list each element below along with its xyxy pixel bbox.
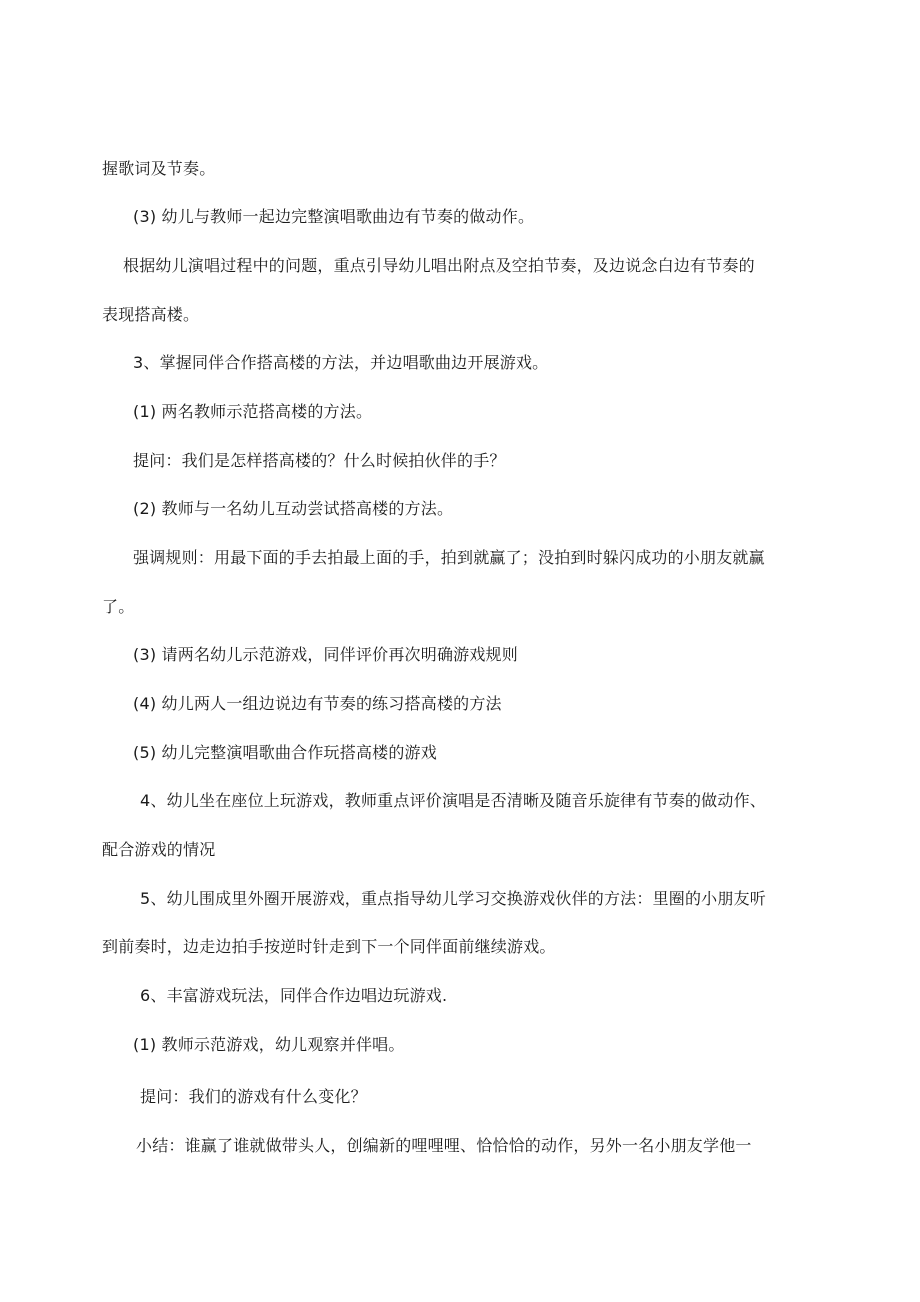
text-line: (2) 教师与一名幼儿互动尝试搭高楼的方法。 — [133, 499, 454, 518]
text-line: 根据幼儿演唱过程中的问题，重点引导幼儿唱出附点及空拍节奏，及边说念白边有节奏的 — [123, 256, 755, 275]
text-line: 6、丰富游戏玩法，同伴合作边唱边玩游戏. — [140, 986, 448, 1005]
text-line: (3) 幼儿与教师一起边完整演唱歌曲边有节奏的做动作。 — [133, 207, 535, 226]
text-line: 小结：谁赢了谁就做带头人，创编新的哩哩哩、恰恰恰的动作，另外一名小朋友学他一 — [136, 1136, 752, 1155]
text-line: 配合游戏的情况 — [102, 840, 216, 859]
text-line: 到前奏时，边走边拍手按逆时针走到下一个同伴面前继续游戏。 — [102, 937, 556, 956]
text-line: (3) 请两名幼儿示范游戏，同伴评价再次明确游戏规则 — [133, 645, 518, 664]
text-line: 强调规则：用最下面的手去拍最上面的手，拍到就赢了；没拍到时躲闪成功的小朋友就赢 — [133, 548, 765, 567]
text-line: (1) 两名教师示范搭高楼的方法。 — [133, 402, 373, 421]
text-line: 了。 — [102, 597, 135, 616]
text-line: 握歌词及节奏。 — [102, 159, 216, 178]
text-line: 提问：我们是怎样搭高楼的？什么时候拍伙伴的手？ — [133, 451, 506, 470]
text-line: 表现搭高楼。 — [102, 305, 200, 324]
text-line: (4) 幼儿两人一组边说边有节奏的练习搭高楼的方法 — [133, 694, 502, 713]
text-line: (1) 教师示范游戏，幼儿观察并伴唱。 — [133, 1035, 405, 1054]
text-line: 4、幼儿坐在座位上玩游戏，教师重点评价演唱是否清晰及随音乐旋律有节奏的做动作、 — [140, 791, 766, 810]
text-line: 5、幼儿围成里外圈开展游戏，重点指导幼儿学习交换游戏伙伴的方法：里圈的小朋友听 — [140, 889, 766, 908]
text-line: 3、掌握同伴合作搭高楼的方法，并边唱歌曲边开展游戏。 — [133, 353, 549, 372]
text-line: (5) 幼儿完整演唱歌曲合作玩搭高楼的游戏 — [133, 743, 437, 762]
text-line: 提问：我们的游戏有什么变化？ — [140, 1087, 367, 1106]
